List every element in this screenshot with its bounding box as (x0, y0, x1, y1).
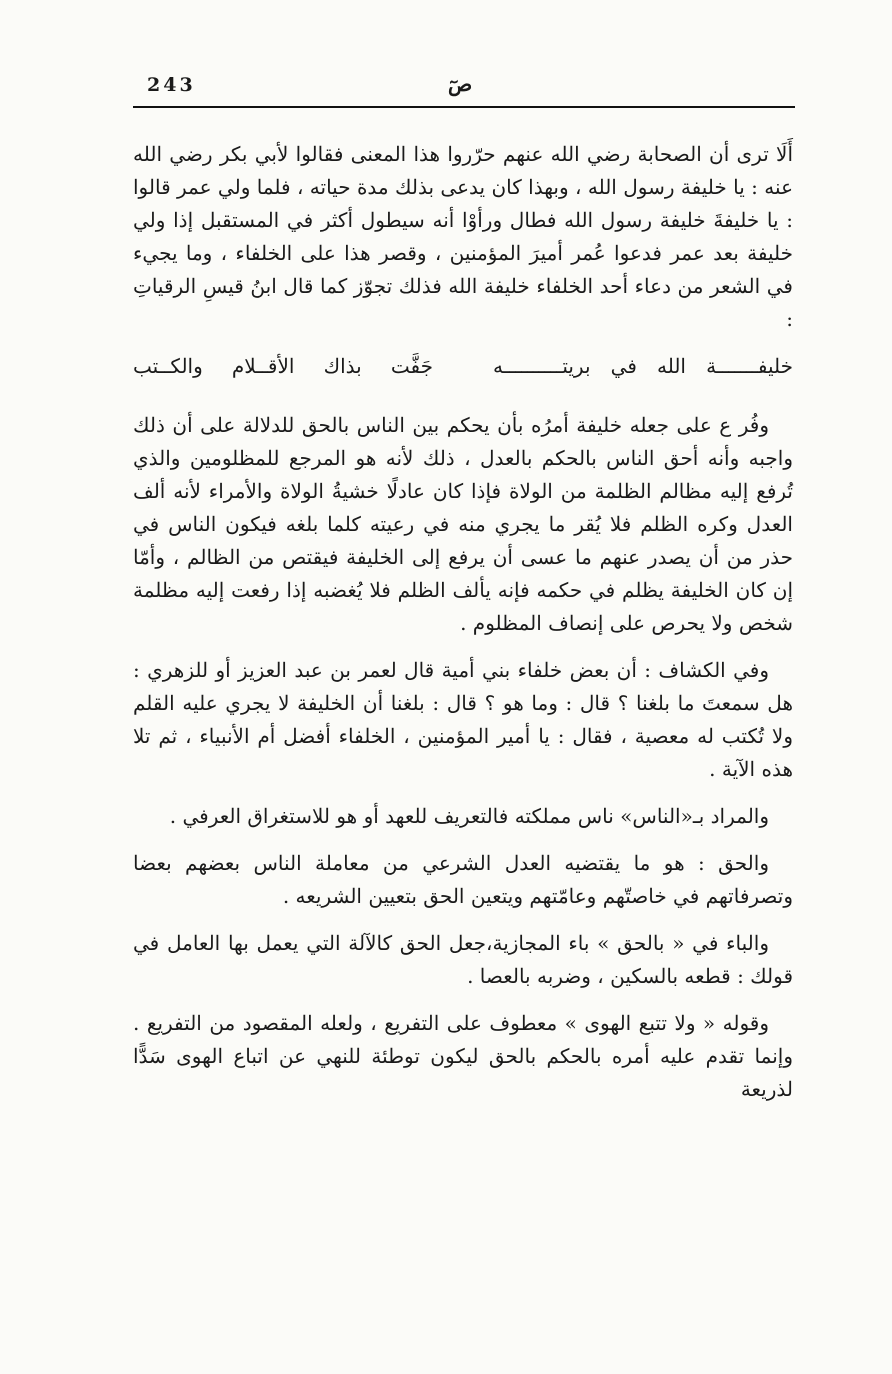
paragraph: وفُر ع على جعله خليفة أمرُه بأن يحكم بين الناس بالحق للدلالة على أن ذلك واجبه وأنه أحق الناس بالحكم بالعدل ، ذلك لأنه هو المرجع للمظلومين والذي تُرفع إليه مظالم الظلمة من الولاة فإذا كان عادلًا خشيةُ الولاة والأمراء لأنه ألف العدل وكره الظلم فلا يُقر ما يجري منه في رعيته كلما بلغه فيكون الناس في حذر من أن يصدر عنهم ما عسى أن يرفع إلى الخليفة فيقتص من الظالم ، وأمّا إن كان الخليفة يظلم في حكمه فإنه يألف الظلم فلا يُغضبه إذا رفعت إليه مظلمة شخص ولا يحرص على إنصاف المظلوم . (133, 413, 793, 635)
paragraph: والمراد بـ«الناس» ناس مملكته فالتعريف للعهد أو هو للاستغراق العرفي . (169, 804, 769, 828)
paragraph: وفي الكشاف : أن بعض خلفاء بني أمية قال لعمر بن عبد العزيز أو للزهري : هل سمعتَ ما بلغنا ؟ قال : وما هو ؟ قال : بلغنا أن الخليفة لا يجري عليه القلم ولا تُكتب له معصية ، فقال : يا أمير المؤمنين ، الخلفاء أفضل أم الأنبياء ، ثم تلا هذه الآية . (133, 658, 793, 781)
verse-second-hemistich: جَفَّت بذاك الأقــلام والكــتب (133, 354, 433, 378)
paragraph: أَلَا ترى أن الصحابة رضي الله عنهم حرّروا هذا المعنى فقالوا لأبي بكر رضي الله عنه : يا خليفة رسول الله ، وبهذا كان يدعى بذلك مدة حياته ، فلما ولي عمر قالوا : يا خليفةَ خليفة رسول الله فطال ورأوْا أنه سيطول أكثر في المستقبل إذا ولي خليفة بعد عمر فدعوا عُمر أميرَ المؤمنين ، وقصر هذا على الخلفاء ، وما يجيء في الشعر من دعاء أحد الخلفاء خليفة الله فذلك تجوّز كما قال ابنُ قيسِ الرقياتِ : (133, 142, 793, 331)
verse-first-hemistich: خليفـــــــة الله في بريتــــــــــه (493, 354, 793, 378)
paragraph: وقوله « ولا تتبع الهوى » معطوف على التفريع ، ولعله المقصود من التفريع . وإنما تقدم عليه أمره بالحكم بالحق ليكون توطئة للنهي عن اتباع الهوى سَدًّا لذريعة (133, 1011, 793, 1101)
paragraph: والحق : هو ما يقتضيه العدل الشرعي من معاملة الناس بعضهم بعضا وتصرفاتهم في خاصتّهم وعامّتهم ويتعين الحق بتعيين الشريعه . (133, 851, 793, 908)
header-rule (133, 106, 795, 108)
page-header (133, 70, 793, 106)
running-head: صٓ (448, 72, 473, 96)
poetry-verse (133, 350, 793, 383)
paragraph: والباء في « بالحق » باء المجازية،جعل الحق كالآلة التي يعمل بها العامل في قولك : قطعه بالسكين ، وضربه بالعصا . (133, 931, 793, 988)
body-text (133, 138, 793, 1120)
page-number: 243 (147, 74, 196, 96)
